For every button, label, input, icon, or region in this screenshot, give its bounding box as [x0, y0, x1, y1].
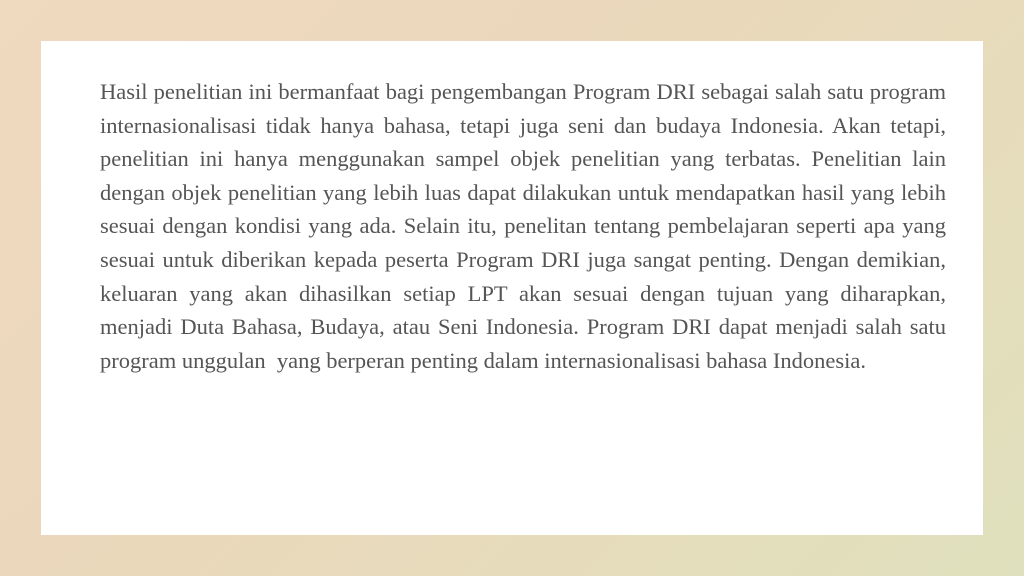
- body-paragraph: Hasil penelitian ini bermanfaat bagi pengembangan Program DRI sebagai salah satu program internasionalisasi tidak hanya bahasa, tetapi juga seni dan budaya Indonesia. Akan tetapi, penelitian ini hanya menggunakan sampel objek penelitian yang terbatas. Penelitian lain dengan objek penelitian yang lebih luas dapat dilakukan untuk mendapatkan hasil yang lebih sesuai dengan kondisi yang ada. Selain itu, penelitan tentang pembelajaran seperti apa yang sesuai untuk diberikan kepada peserta Program DRI juga sangat penting. Dengan demikian, keluaran yang akan dihasilkan setiap LPT akan sesuai dengan tujuan yang diharapkan, menjadi Duta Bahasa, Budaya, atau Seni Indonesia. Program DRI dapat menjadi salah satu program unggulan yang berperan penting dalam internasionalisasi bahasa Indonesia.: [100, 79, 952, 373]
- slide-content-card: [41, 41, 983, 535]
